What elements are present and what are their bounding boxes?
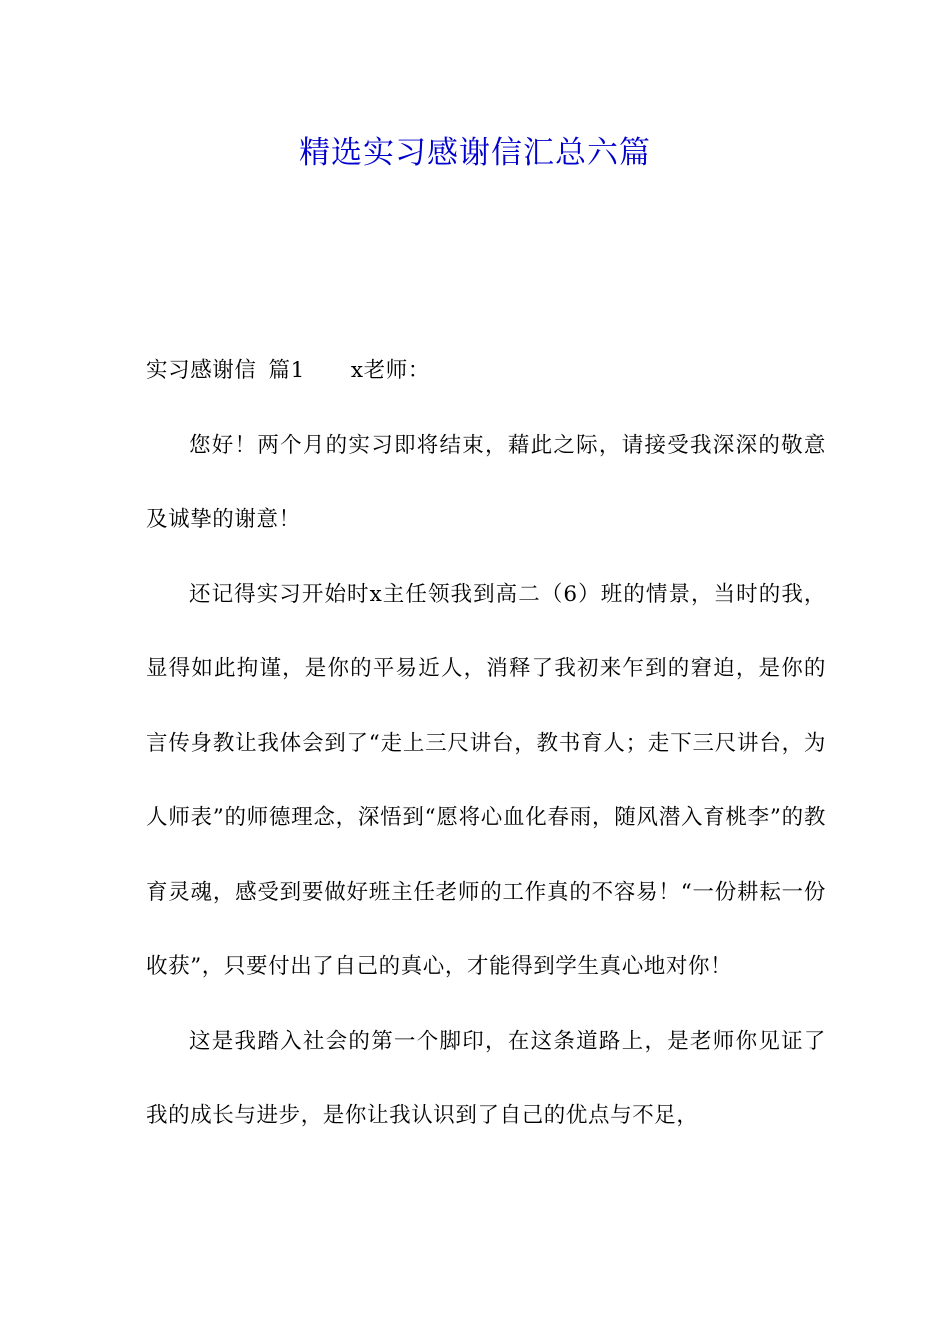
salutation: x老师： <box>350 358 430 383</box>
letter-heading-line <box>146 334 826 409</box>
letter-name: 实习感谢信 <box>146 358 257 383</box>
paragraph-3: 这是我踏入社会的第一个脚印，在这条道路上，是老师你见证了我的成长与进步，是你让我认识到了自己的优点与不足， <box>146 1028 826 1128</box>
paragraph-2: 还记得实习开始时x主任领我到高二（6）班的情景，当时的我，显得如此拘谨，是你的平易近人，消释了我初来乍到的窘迫，是你的言传身教让我体会到了“走上三尺讲台，教书育人；走下三尺讲台，为人师表”的师德理念，深悟到“愿将心血化春雨，随风潜入育桃李”的教育灵魂，感受到要做好班主任老师的工作真的不容易！“一份耕耘一份收获”，只要付出了自己的真心，才能得到学生真心地对你！ <box>146 581 826 979</box>
document-body <box>146 334 826 1154</box>
section-label: 篇1 <box>268 358 305 383</box>
document-title: 精选实习感谢信汇总六篇 <box>299 135 651 171</box>
paragraph-1: 您好！两个月的实习即将结束，藉此之际，请接受我深深的敬意及诚挚的谢意！ <box>146 432 826 532</box>
